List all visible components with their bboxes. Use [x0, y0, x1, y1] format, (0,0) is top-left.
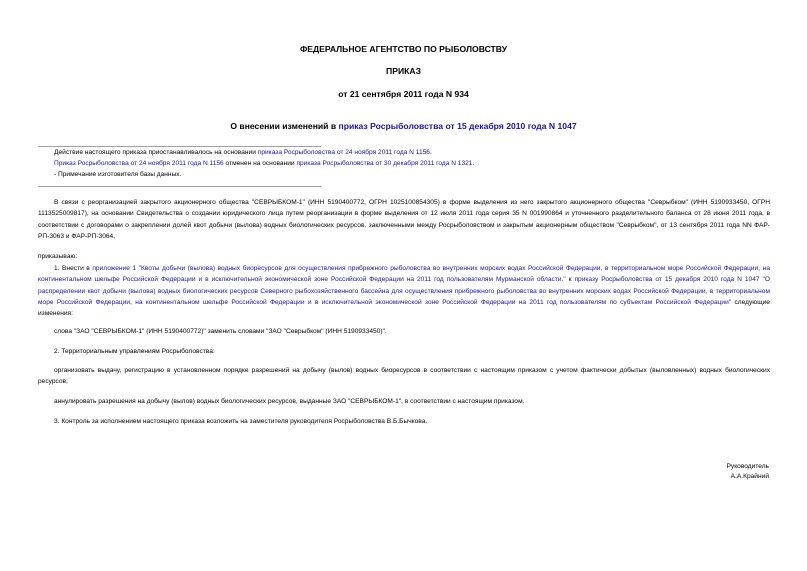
note-cancelled-order-link[interactable]: Приказ Росрыболовства от 24 ноября 2011 года N 1156 [54, 160, 224, 167]
note-line-1-prefix: Действие настоящего приказа приостанавливалось на основании [54, 149, 258, 156]
doc-subject-prefix: О внесении изменений в [230, 121, 339, 131]
item-1-suffix: следующие изменения: [38, 298, 770, 318]
item-1-prefix: 1. Внести в [54, 265, 93, 272]
doc-subject [0, 121, 807, 132]
note-line-1 [54, 147, 432, 158]
intro-paragraph [38, 197, 770, 242]
item-3-line: 3. Контроль за исполнением настоящего приказа возложить на заместителя руководителя Росрыболовства В.Б.Бычкова. [54, 418, 428, 425]
note-cancelling-order-link[interactable]: приказа Росрыболовства от 30 декабря 2011 года N 1321 [296, 160, 473, 167]
note-line-3: - Примечание изготовителя базы данных. [54, 171, 182, 178]
notes-bottom-rule [38, 186, 321, 187]
agency-title: ФЕДЕРАЛЬНОЕ АГЕНТСТВО ПО РЫБОЛОВСТВУ [299, 44, 508, 54]
note-suspension-order-link[interactable]: приказа Росрыболовства от 24 ноября 2011 года N 1156 [257, 149, 430, 156]
item-2-a-paragraph [38, 365, 770, 388]
doc-date-number: от 21 сентября 2011 года N 934 [338, 89, 469, 99]
appendix-1-link[interactable]: приложение 1 "Квоты добычи (вылова) водных биоресурсов для осуществления прибрежного рыболовства во внутренних морских водах Российской Федерации, в территориальном море Российской Федерации, на континентальном шельфе Российской Федерации и в исключительной экономической зоне Российской Федерации на 2011 год пользователям Мурманской области." [38, 265, 770, 284]
item-1-middle: к [565, 276, 575, 284]
replace-words-line: слова "ЗАО "СЕВРЫБКОМ-1" (ИНН 5190400772)" заменить словами "ЗАО "Севрыбком" (ИНН 5190933450)". [54, 328, 387, 335]
doc-type-title: ПРИКАЗ [386, 66, 421, 76]
signature-title: Руководитель [726, 463, 769, 470]
item-2-line: 2. Территориальным управлениям Росрыболовства: [54, 348, 215, 355]
order-word: приказываю: [38, 253, 78, 260]
signature-name: А.А.Крайний [730, 473, 769, 480]
subject-order-link[interactable]: приказ Росрыболовства от 15 декабря 2010 года N 1047 [338, 121, 577, 131]
note-line-2-middle: отменен на основании [223, 160, 297, 167]
order-1047-link[interactable]: приказу Росрыболовства от 15 декабря 2010 года N 1047 "О распределении квот добычи (вылова) водных биологических ресурсов Северного рыбохозяйственного бассейна для осуществления прибрежного рыболовства во внутренних морских водах Российской Федерации, в территориальном море Российской Федерации, на континентальном шельфе Российской Федерации и в исключительной экономической зоне Российской Федерации на 2011 год пользователям по субъектам Российской Федерации" [38, 276, 770, 306]
note-line-2 [54, 158, 474, 169]
note-line-1-suffix: . [429, 149, 432, 156]
item-2-a-text: организовать выдачу, регистрацию в установленном порядке разрешений на добычу (вылов) водных биоресурсов в соответствии с настоящим приказом с учетом фактически добытых (выловленных) водных биологических ресурсов; [38, 367, 770, 386]
note-line-2-suffix: . [472, 160, 475, 167]
intro-text: В связи с реорганизацией закрытого акционерного общества "СЕВРЫБКОМ-1" (ИНН 5190400772, ОГРН 1025100854305) в форме выделения из него закрытого акционерного общества "Севрыбком" (ИНН 5190933450, ОГРН 1113525009817), на основании Свидетельства о создании юридического лица путем реорганизации в форме выделения от 12 июля 2011 года серия 35 N 001990864 и уточненного разделительного баланса от 28 июня 2011 года, в соответствии с договорами о закреплении долей квот добычи (вылова) водных биологических ресурсов, заключенными между Росрыболовством и закрытым акционерным обществом "Севрыбком", от 13 сентября 2011 года NN ФАР-РП-3063 и ФАР-РП-3064, [38, 199, 770, 240]
item-2-b-line: аннулировать разрешения на добычу (вылов) водных биологических ресурсов, выданные ЗАО "СЕВРЫБКОМ-1", в соответствии с настоящим приказом. [54, 398, 525, 405]
item-1-paragraph [38, 263, 770, 319]
